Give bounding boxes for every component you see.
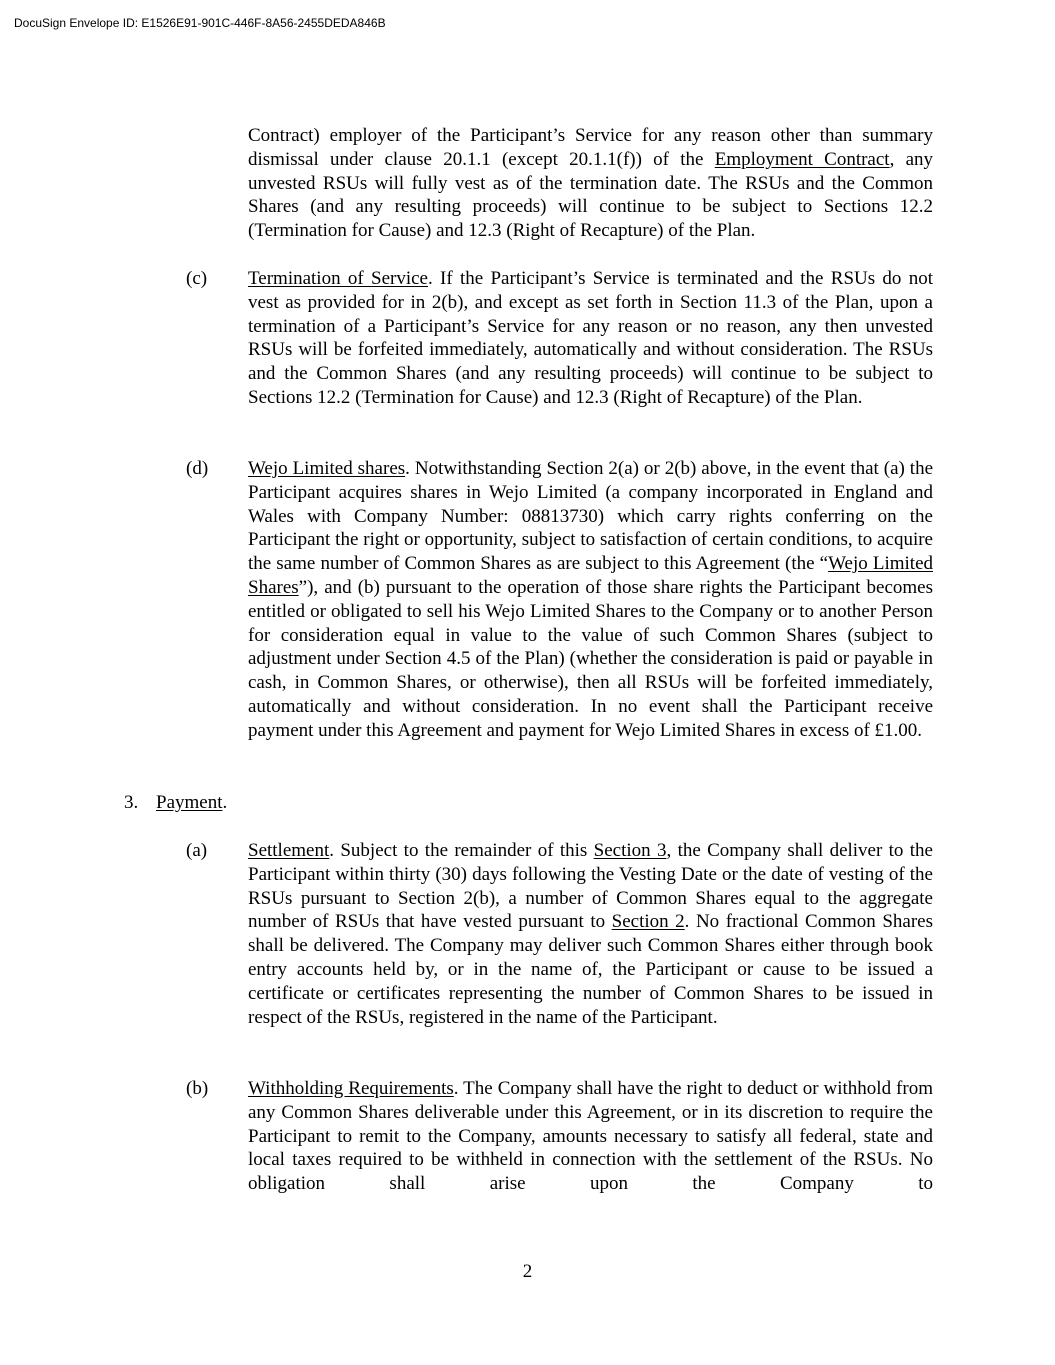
- section-3b-paragraph: [248, 1077, 933, 1196]
- section-2d-text-1: . Notwithstanding Section 2(a) or 2(b) above, in the event that (a) the Participant acquires shares in Wejo Limited (a company incorporated in England and Wales with Company Number: 08813730) which carry rights conferring on the Participant the right or opportunity, subject to satisfaction of certain conditions, to acquire the same number of Common Shares as are subject to this Agreement (the “: [248, 458, 934, 575]
- section-2d-paragraph: [248, 457, 933, 743]
- continued-text-1: Contract) employer of the Participant’s Service for any reason other than summary dismissal under clause 20.1.1 (except 20.1.1(f)) of the: [248, 125, 933, 170]
- section-2d-label: (d): [186, 458, 209, 479]
- section-3-title: Payment: [156, 792, 223, 813]
- section-2-reference: Section 2: [611, 911, 685, 933]
- section-3-heading: [156, 791, 227, 815]
- section-2c-label: (c): [186, 268, 208, 289]
- section-3-reference: Section 3: [593, 840, 667, 861]
- section-3b-text: . The Company shall have the right to deduct or withhold from any Common Shares deliverable under this Agreement, or in its discretion to require the Participant to remit to the Company, amounts necessary to satisfy all federal, state and local taxes required to be withheld in connection with the settlement of the RSUs. No obligation shall arise upon the Company to: [248, 1078, 933, 1195]
- section-3b-title: Withholding Requirements: [248, 1078, 454, 1099]
- section-3a-text-2: , the Company shall deliver to the Participant within thirty (30) days following the Vesting Date or the date of vesting of the RSUs pursuant to Section 2(b), a number of Common Shares equal to the aggregate number of RSUs that have vested pursuant to: [248, 840, 933, 933]
- section-3a-text-1: . Subject to the remainder of this: [329, 840, 594, 861]
- section-2c-text: . If the Participant’s Service is terminated and the RSUs do not vest as provided for in 2(b), and except as set forth in Section 11.3 of the Plan, upon a termination of a Participant’s Service for any reason or no reason, any then unvested RSUs will be forfeited immediately, automatically and without consideration. The RSUs and the Common Shares (and any resulting proceeds) will continue to be subject to Sections 12.2 (Termination for Cause) and 12.3 (Right of Recapture) of the Plan.: [248, 268, 933, 408]
- continued-paragraph: [248, 124, 933, 243]
- section-2d-title: Wejo Limited shares: [248, 458, 406, 479]
- wejo-limited-shares-term: Wejo Limited Shares: [248, 553, 933, 598]
- continued-text-2: , any unvested RSUs will fully vest as of the termination date. The RSUs and the Common Shares (and any resulting proceeds) will continue to be subject to Sections 12.2 (Termination for Cause) and 12.3 (Right of Recapture) of the Plan.: [248, 148, 934, 242]
- section-3a-text-3: . No fractional Common Shares shall be delivered. The Company may deliver such Common Shares either through book entry accounts held by, or in the name of, the Participant or cause to be issued a certificate or certificates representing the number of Common Shares to be issued in respect of the RSUs, registered in the name of the Participant.: [248, 911, 933, 1028]
- section-3a-title: Settlement: [248, 840, 330, 861]
- section-2c-paragraph: [248, 267, 933, 410]
- section-3-period: .: [222, 792, 228, 813]
- page-number: 2: [522, 1261, 533, 1282]
- employment-contract-term: Employment Contract: [714, 148, 890, 170]
- section-3-number: 3.: [124, 792, 139, 813]
- section-2d-text-2: ”), and (b) pursuant to the operation of those share rights the Participant becomes entitled or obligated to sell his Wejo Limited Shares to the Company or to another Person for consideration equal in value to the value of such Common Shares (subject to adjustment under Section 4.5 of the Plan) (whether the consideration is paid or payable in cash, in Common Shares, or otherwise), then all RSUs will be forfeited immediately, automatically and without consideration. In no event shall the Participant receive payment under this Agreement and payment for Wejo Limited Shares in excess of £1.00.: [248, 576, 933, 741]
- section-2c-title: Termination of Service: [248, 268, 428, 289]
- section-3b-label: (b): [186, 1078, 209, 1099]
- section-3a-paragraph: [248, 839, 933, 1029]
- docusign-envelope-id: DocuSign Envelope ID: E1526E91-901C-446F-8A56-2455DEDA846B: [14, 16, 386, 30]
- section-3a-label: (a): [186, 840, 208, 861]
